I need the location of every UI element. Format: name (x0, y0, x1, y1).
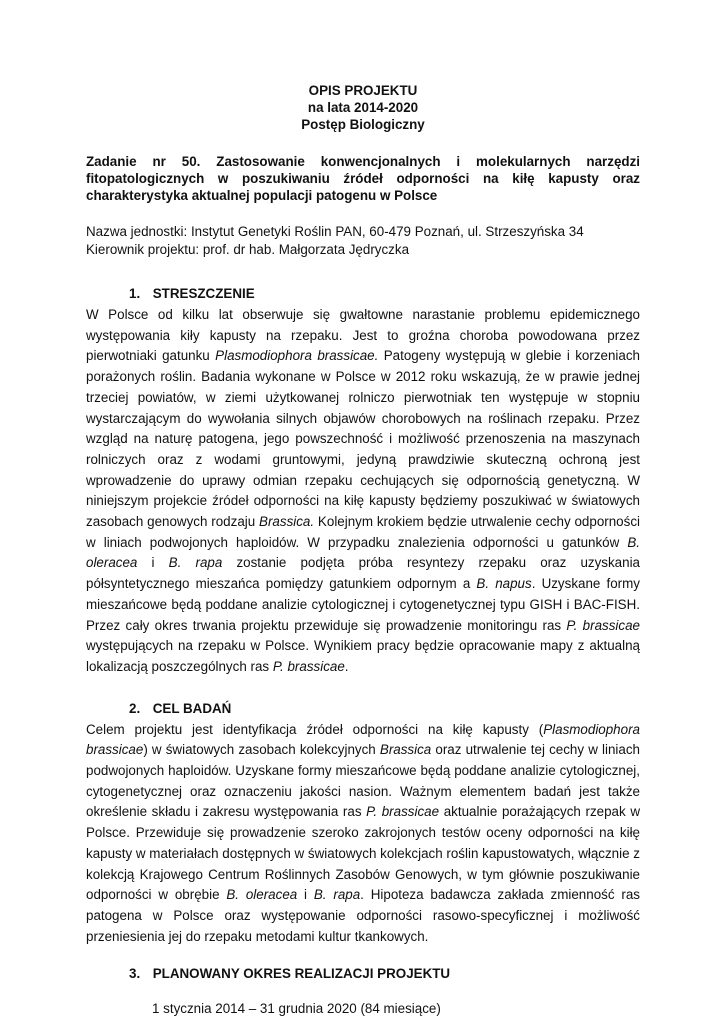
text-run: . Hipoteza badawcza zakłada zmienność ras patogena w Polsce oraz występowanie odporności rasowo-specyficznej i możliwość przeniesienia jej do rzepaku metodami kultur tkankowych. (86, 887, 640, 944)
header-program: Postęp Biologiczny (301, 117, 425, 132)
header-title: OPIS PROJEKTU (308, 83, 418, 98)
species-name: P. brassicae (366, 804, 440, 820)
genus-name: Brassica (379, 742, 432, 758)
species-name: P. brassicae (272, 658, 345, 674)
unit-name: Nazwa jednostki: Instytut Genetyki Roślin PAN, 60-479 Poznań, ul. Strzeszyńska 34 (86, 224, 584, 239)
text-run: . Uzyskane formy mieszańcowe będą poddane analizie cytologicznej i cytogenetycznej typu GISH i BAC-FISH. Przez cały okres trwania projektu przewiduje się prowadzenie monitoringu ras (86, 576, 640, 633)
section-1-title: STRESZCZENIE (152, 286, 255, 301)
text-run: Patogeny występują w glebie i korzeniach porażonych roślin. Badania wykonane w Polsce w 2012 roku wskazują, że w prawie jednej trzeciej powiatów, w ziemi użytkowanej rolniczo pierwotniak ten występuje w stopniu wystarczającym do wywołania silnych objawów chorobowych na roślinach rzepaku. Przez wzgląd na naturę patogena, jego powszechność i możliwość przenoszenia na maszynach rolniczych oraz z wodami gruntowymi, jedyną prawdziwie skuteczną ochroną jest wprowadzenie do uprawy odmian rzepaku cechujących się odpornością genetyczną. W niniejszym projekcie źródeł odporności na kiłę kapusty będziemy poszukiwać w światowych zasobach genowych rodzaju (86, 348, 640, 530)
text-run: i (297, 887, 314, 903)
project-period: 1 stycznia 2014 – 31 grudnia 2020 (84 miesiące) (152, 1001, 441, 1017)
text-run: Kolejnym krokiem będzie utrwalenie cechy odporności w liniach podwojonych haploidów. W przypadku znalezienia odporności u gatunków (86, 514, 640, 550)
species-name: B. rapa (168, 555, 223, 571)
text-run: i (137, 555, 169, 571)
text-run: zostanie podjęta próba resyntezy rzepaku oraz uzyskania półsyntetycznego mieszańca pomiędzy gatunkiem odpornym a (86, 555, 640, 592)
text-run: występujących na rzepaku w Polsce. Wynikiem pracy będzie opracowanie mapy z aktualną lokalizacją poszczególnych ras (86, 638, 640, 674)
section-1-body (86, 305, 640, 678)
document-header (86, 82, 640, 133)
project-manager: Kierownik projektu: prof. dr hab. Małgorzata Jędryczka (86, 242, 410, 257)
text-run: oraz utrwalenie tej cechy w liniach podwojonych haploidów. Uzyskane formy mieszańcowe będą poddane analizie cytologicznej, cytogenetycznej oraz oznaczeniu jakości nasion. Ważnym elementem badań jest także określenie składu i zakresu występowania ras (86, 742, 640, 820)
section-2-number: 2. (129, 700, 141, 716)
text-run: ) w światowych zasobach kolekcyjnych (143, 742, 380, 758)
section-3-number: 3. (129, 966, 141, 982)
species-name: B. napus (476, 576, 532, 592)
species-name: P. brassicae (566, 617, 640, 633)
section-2-heading (86, 700, 640, 718)
species-name: B. oleracea (86, 534, 640, 571)
species-name: Plasmodiophora brassicae (86, 721, 640, 758)
species-name: B. oleracea (226, 887, 298, 903)
section-2-body (86, 720, 640, 948)
header-period: na lata 2014-2020 (307, 100, 419, 115)
document-page (86, 82, 640, 1016)
section-3-title: PLANOWANY OKRES REALIZACJI PROJEKTU (152, 966, 451, 982)
project-meta (86, 223, 640, 259)
species-name: B. rapa (313, 887, 361, 903)
species-name: Plasmodiophora brassicae. (215, 348, 379, 364)
genus-name: Brassica. (259, 514, 315, 530)
text-run: W Polsce od kilku lat obserwuje się gwałtowne narastanie problemu epidemicznego występowania kiły kapusty na rzepaku. Jest to groźna choroba powodowana przez pierwotniaki gatunku (86, 307, 640, 364)
section-1-heading (86, 285, 640, 303)
text-run: . (344, 658, 349, 674)
text-run: aktualnie porażających rzepak w Polsce. Przewiduje się prowadzenie szeroko zakrojonych testów oceny odporności na kiłę kapusty w materiałach dostępnych w światowych kolekcjach roślin kapustowatych, włącznie z kolekcją Krajowego Centrum Roślinnych Zasobów Genowych, w tym głównie poszukiwanie odporności w obrębie (86, 804, 640, 903)
section-2-title: CEL BADAŃ (152, 700, 232, 716)
section-3-heading (86, 965, 640, 983)
text-run: Celem projektu jest identyfikacja źródeł odporności na kiłę kapusty ( (86, 721, 544, 737)
task-title: Zadanie nr 50. Zastosowanie konwencjonalnych i molekularnych narzędzi fitopatologicznych w poszukiwaniu źródeł odporności na kiłę kapusty oraz charakterystyka aktualnej populacji patogenu w Polsce (86, 154, 640, 203)
section-1-number: 1. (129, 286, 141, 301)
